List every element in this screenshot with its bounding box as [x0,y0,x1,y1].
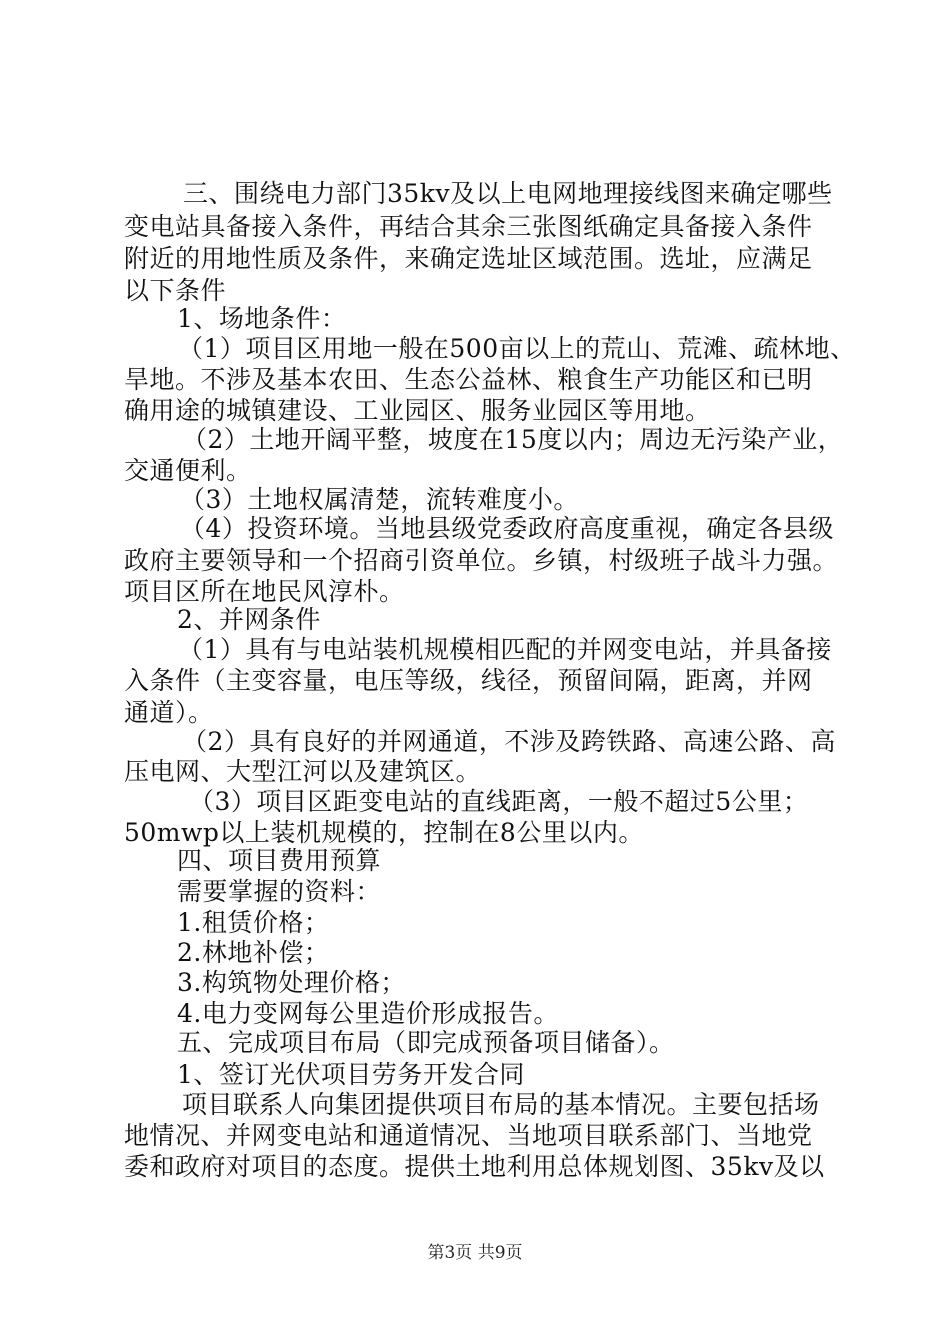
text-line: 3.构筑物处理价格； [177,968,406,997]
text-line: 委和政府对项目的态度。提供土地利用总体规划图、35kv及以 [124,1152,825,1181]
text-line: 需要掌握的资料： [177,877,382,906]
text-line: 通道）。 [124,698,214,727]
text-line: （2）土地开阔平整，坡度在15度以内；周边无污染产业， [182,425,844,454]
text-line: 政府主要领导和一个招商引资单位。乡镇，村级班子战斗力强。 [124,546,839,575]
text-line: 50mwp以上装机规模的，控制在8公里以内。 [124,818,644,847]
text-line: 1.租赁价格； [177,908,330,937]
text-line: 旱地。不涉及基本农田、生态公益林、粮食生产功能区和已明 [124,365,813,394]
text-line: 以下条件 [124,276,227,305]
text-line: 压电网、大型江河以及建筑区。 [124,757,482,786]
text-line: 变电站具备接入条件，再结合其余三张图纸确定具备接入条件 [124,212,813,241]
text-line: 1、签订光伏项目劳务开发合同 [177,1060,525,1089]
text-line: （4）投资环境。当地县级党委政府高度重视，确定各县级 [180,514,834,543]
text-line: 项目区所在地民风淳朴。 [124,577,405,606]
text-line: 五、完成项目布局（即完成预备项目储备）。 [177,1028,675,1057]
text-line: 1、场地条件： [177,304,347,333]
text-line: 三、围绕电力部门35kv及以上电网地理接线图来确定哪些 [183,179,833,208]
text-line: （1）具有与电站装机规模相匹配的并网变电站，并具备接 [178,635,832,664]
text-line: （3）土地权属清楚，流转难度小。 [180,485,579,514]
page-number-footer: 第3页 共9页 [427,1243,523,1263]
text-line: 4.电力变网每公里造价形成报告。 [177,999,559,1028]
text-line: 项目联系人向集团提供项目布局的基本情况。主要包括场 [182,1090,820,1119]
text-line: 四、项目费用预算 [177,846,382,875]
text-line: （1）项目区用地一般在500亩以上的荒山、荒滩、疏林地、 [178,334,856,363]
text-line: 地情况、并网变电站和通道情况、当地项目联系部门、当地党 [124,1121,813,1150]
text-line: 交通便利。 [124,456,252,485]
text-line: 2.林地补偿； [177,938,330,967]
text-line: 确用途的城镇建设、工业园区、服务业园区等用地。 [124,396,711,425]
text-line: 附近的用地性质及条件，来确定选址区域范围。选址，应满足 [124,244,813,273]
text-line: （2）具有良好的并网通道，不涉及跨铁路、高速公路、高 [182,727,836,756]
text-line: 2、并网条件 [177,605,321,634]
text-line: 入条件（主变容量，电压等级，线径，预留间隔，距离，并网 [124,666,813,695]
text-line: （3）项目区距变电站的直线距离，一般不超过5公里； [189,787,809,816]
